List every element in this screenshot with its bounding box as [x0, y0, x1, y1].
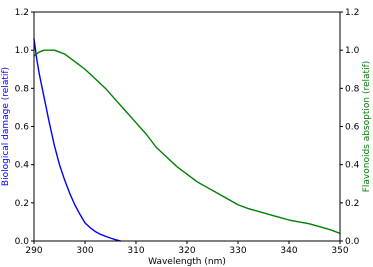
plot-frame [34, 12, 340, 241]
biological-damage-line [34, 39, 121, 241]
right-y-tick-label: 0.2 [345, 198, 360, 209]
x-tick-label: 310 [127, 246, 145, 256]
x-axis-title: Wavelength (nm) [148, 257, 226, 267]
flavonoids-absorption-line [34, 50, 340, 233]
right-y-tick-label: 0.8 [345, 84, 360, 95]
right-y-tick-label: 1.0 [345, 46, 360, 57]
right-y-tick-label: 0.4 [345, 160, 360, 171]
x-tick-label: 290 [25, 246, 43, 256]
series-layer [34, 39, 340, 241]
right-y-tick-label: 1.2 [345, 8, 360, 18]
left-y-tick-label: 1.0 [14, 46, 29, 57]
left-y-tick-label: 0.8 [14, 84, 29, 95]
left-y-tick-label: 0.6 [14, 122, 29, 133]
left-y-tick-label: 0.2 [14, 198, 29, 209]
right-y-axis-title: Flavonoids absoption (relatif) [362, 60, 372, 193]
right-y-tick-label: 0.0 [345, 237, 360, 247]
x-tick-label: 330 [229, 246, 247, 256]
x-tick-label: 320 [178, 246, 196, 256]
right-y-tick-label: 0.6 [345, 122, 360, 133]
left-y-tick-label: 1.2 [14, 8, 29, 18]
x-tick-label: 300 [76, 246, 94, 256]
x-tick-label: 350 [331, 246, 349, 256]
left-y-tick-label: 0.4 [14, 160, 29, 171]
x-tick-label: 340 [280, 246, 298, 256]
ticks-layer [15, 8, 360, 256]
left-y-tick-label: 0.0 [14, 237, 29, 247]
left-y-axis-title: Biological damage (relatif) [1, 66, 11, 187]
